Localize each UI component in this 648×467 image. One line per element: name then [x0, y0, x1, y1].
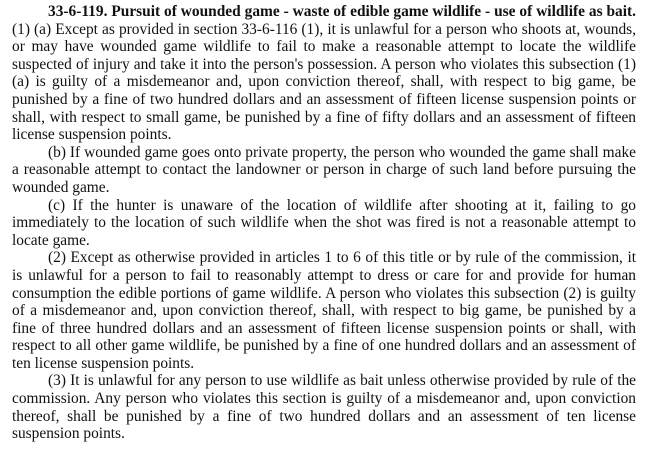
paragraph-3: (3) It is unlawful for any person to use wildlife as bait unless otherwise provided by rule of the commission. Any person who violates this section is guilty of a misdemeanor and, upon conviction thereof, shall be punished by a fine of two hundred dollars and an assessment of ten license suspension points. [12, 372, 636, 443]
section-heading: 33-6-119. Pursuit of wounded game - waste of edible game wildlife - use of wildlife as bait. [48, 3, 636, 20]
paragraph-1a-text: (1) (a) Except as provided in section 33-6-116 (1), it is unlawful for a person who shoots at, wounds, or may have wounded game wildlife to fail to make a reasonable attempt to locate the wildlife suspected of injury and take it into the person's possession. A person who violates this subsection (1)(a) is guilty of a misdemeanor and, upon conviction thereof, shall, with respect to big game, be punished by a fine of two hundred dollars and an assessment of fifteen license suspension points or shall, with respect to small game, be punished by a fine of fifty dollars and an assessment of fifteen license suspension points. [12, 20, 636, 144]
paragraph-1b: (b) If wounded game goes onto private property, the person who wounded the game shall make a reasonable attempt to contact the landowner or person in charge of such land before pursuing the wounded game. [12, 143, 636, 196]
paragraph-2: (2) Except as otherwise provided in articles 1 to 6 of this title or by rule of the commission, it is unlawful for a person to fail to reasonably attempt to dress or care for and provide for human consumption the edible portions of game wildlife. A person who violates this subsection (2) is guilty of a misdemeanor and, upon conviction thereof, shall, with respect to big game, be punished by a fine of three hundred dollars and an assessment of fifteen license suspension points or shall, with respect to all other game wildlife, be punished by a fine of one hundred dollars and an assessment of ten license suspension points. [12, 249, 636, 372]
paragraph-1a [12, 3, 636, 144]
paragraph-1c: (c) If the hunter is unaware of the location of wildlife after shooting at it, failing to go immediately to the location of such wildlife when the shot was fired is not a reasonable attempt to locate game. [12, 196, 636, 249]
